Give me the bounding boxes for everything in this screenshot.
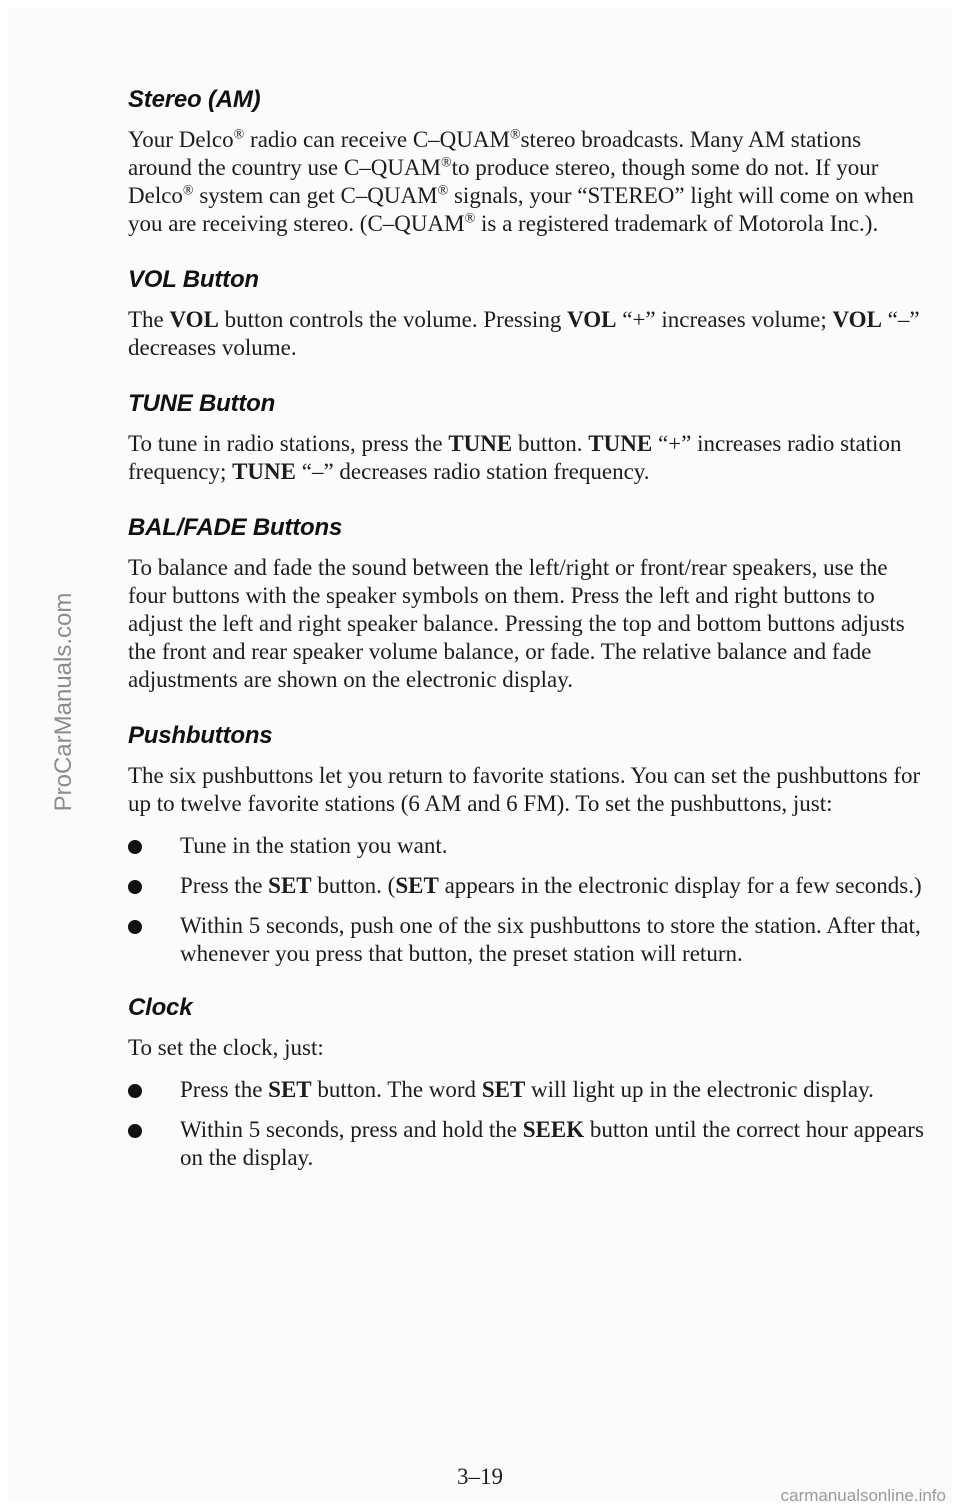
stereo-heading: Stereo (AM)	[128, 86, 261, 113]
registered-mark: ®	[464, 211, 476, 227]
list-item-text: button until the correct hour appears on the display.	[180, 1117, 924, 1170]
registered-mark: ®	[441, 155, 452, 171]
footer-site-watermark: carmanualsonline.info	[780, 1486, 946, 1505]
bullet-icon	[128, 920, 142, 934]
vol-text-3: “+” increases volume;	[616, 307, 833, 332]
tune-text-3: “+” increases radio station frequency;	[128, 431, 902, 484]
stereo-text-2: radio can receive C–QUAM	[244, 127, 510, 152]
vol-paragraph	[128, 306, 928, 362]
registered-mark: ®	[182, 183, 194, 199]
vol-bold-2: VOL	[567, 307, 617, 332]
vol-bold-1: VOL	[169, 307, 219, 332]
tune-text-2: button.	[512, 431, 589, 456]
list-item-bold: SET	[268, 873, 312, 898]
registered-mark: ®	[509, 127, 521, 143]
list-item-text: button. The word	[311, 1077, 482, 1102]
clock-list	[128, 1076, 928, 1172]
stereo-paragraph	[128, 126, 928, 238]
tune-text-1: To tune in radio stations, press the	[128, 431, 449, 456]
page-content	[128, 86, 928, 1198]
registered-mark: ®	[233, 127, 245, 143]
list-item-text: Tune in the station you want.	[180, 833, 448, 858]
clock-heading: Clock	[128, 994, 193, 1021]
page-number: 3–19	[457, 1464, 503, 1489]
stereo-text-1: Your Delco	[128, 127, 234, 152]
list-item-bold: SET	[268, 1077, 312, 1102]
balfade-heading: BAL/FADE Buttons	[128, 514, 343, 541]
list-item-text: button. (	[311, 873, 396, 898]
list-item-bold: SET	[481, 1077, 526, 1102]
tune-bold-1: TUNE	[448, 431, 513, 456]
tune-heading: TUNE Button	[128, 390, 276, 417]
stereo-text-5: system can get C–QUAM	[193, 183, 438, 208]
bullet-icon	[128, 1124, 142, 1138]
tune-bold-3: TUNE	[232, 459, 296, 484]
bullet-icon	[128, 880, 142, 894]
vol-heading: VOL Button	[128, 266, 259, 293]
vol-text-4: “–” decreases volume.	[128, 307, 920, 360]
list-item	[128, 872, 928, 900]
list-item-text: Press the	[180, 1077, 269, 1102]
stereo-text-7: is a registered trademark of Motorola Inc.).	[475, 211, 879, 236]
list-item-bold: SEEK	[522, 1117, 585, 1142]
list-item	[128, 832, 928, 860]
pushbuttons-list	[128, 832, 928, 968]
bullet-icon	[128, 840, 142, 854]
stereo-text-4: to produce stereo, though some do not. If your Delco	[128, 155, 879, 208]
vol-text-2: button controls the volume. Pressing	[218, 307, 568, 332]
list-item-text: will light up in the electronic display.	[525, 1077, 874, 1102]
list-item-text: Within 5 seconds, press and hold the	[180, 1117, 523, 1142]
watermark-container	[44, 538, 84, 858]
vol-text-1: The	[128, 307, 170, 332]
pushbuttons-paragraph: The six pushbuttons let you return to favorite stations. You can set the pushbuttons for up to twelve favorite stations (6 AM and 6 FM). To set the pushbuttons, just:	[128, 763, 921, 816]
list-item	[128, 1076, 928, 1104]
clock-paragraph: To set the clock, just:	[128, 1035, 324, 1060]
stereo-text-6: signals, your “STEREO” light will come on when you are receiving stereo. (C–QUAM	[128, 183, 914, 236]
stereo-text-3: stereo broadcasts. Many AM stations around the country use C–QUAM	[128, 127, 862, 180]
tune-text-4: “–” decreases radio station frequency.	[296, 459, 650, 484]
list-item-bold: SET	[395, 873, 439, 898]
bullet-icon	[128, 1084, 142, 1098]
list-item-text: Within 5 seconds, push one of the six pushbuttons to store the station. After that, whenever you press that button, the preset station will return.	[180, 913, 921, 966]
manual-page	[8, 8, 952, 1503]
pushbuttons-heading: Pushbuttons	[128, 722, 273, 749]
registered-mark: ®	[437, 183, 449, 199]
list-item	[128, 912, 928, 968]
list-item	[128, 1116, 928, 1172]
tune-paragraph	[128, 430, 928, 486]
list-item-text: Press the	[180, 873, 269, 898]
balfade-paragraph: To balance and fade the sound between the left/right or front/rear speakers, use the four buttons with the speaker symbols on them. Press the left and right buttons to adjust the left and right speaker balance. Pressing the top and bottom buttons adjusts the front and rear speaker volume balance, or fade. The relative balance and fade adjustments are shown on the electronic display.	[128, 555, 905, 692]
tune-bold-2: TUNE	[588, 431, 653, 456]
side-watermark: ProCarManuals.com	[50, 592, 77, 812]
list-item-text: appears in the electronic display for a few seconds.)	[438, 873, 922, 898]
vol-bold-3: VOL	[832, 307, 882, 332]
